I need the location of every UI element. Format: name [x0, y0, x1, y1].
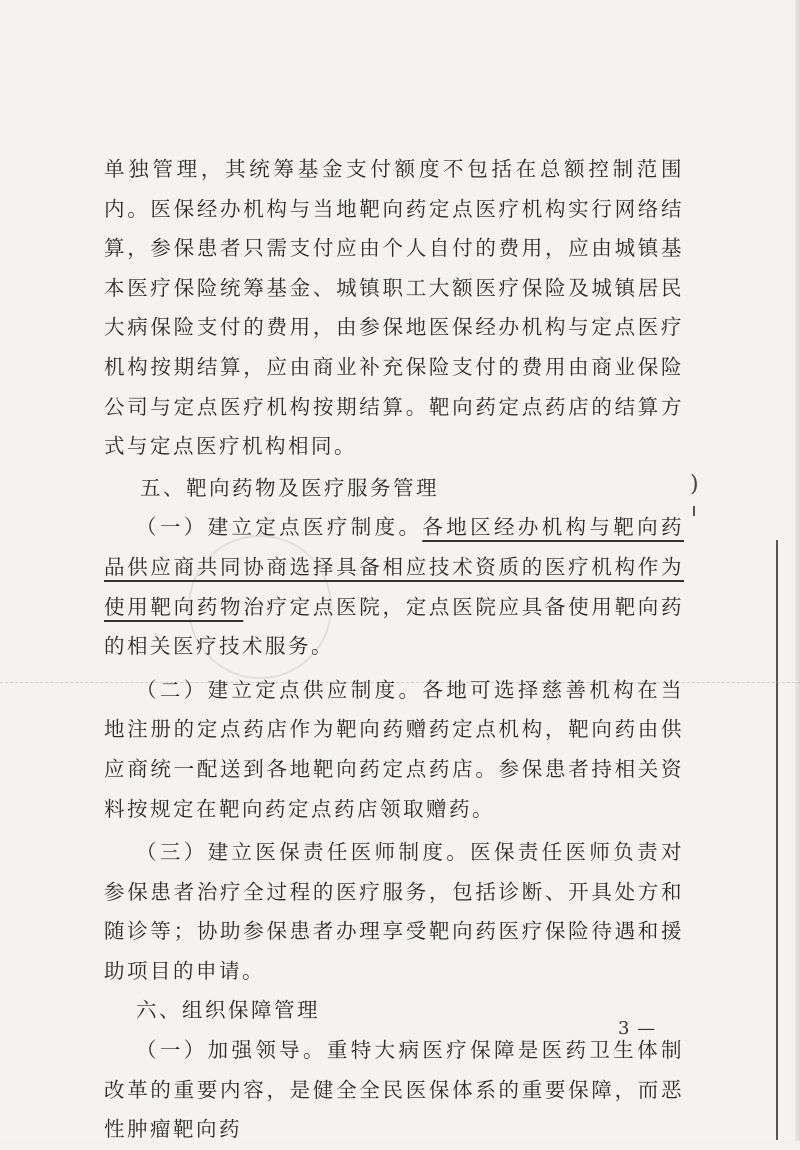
clause-suffix: 治疗定点医院，定点医院应具备使用靶向药的相关医疗技术服务。: [104, 594, 684, 659]
margin-mark: ): [690, 472, 699, 497]
underlined-clause: 各地区经办机构与靶向药品供应商共同协商选择具备相应技术资质的医疗机构作为使用靶向药物: [104, 515, 685, 619]
margin-tick: [693, 506, 695, 516]
section-heading-six: 六、组织保障管理: [136, 998, 320, 1023]
document-body: [104, 150, 684, 1150]
paragraph-designated-medical: [104, 508, 684, 666]
paragraph-designated-supply: （二）建立定点供应制度。各地可选择慈善机构在当地注册的定点药店作为靶向药赠药定点机构，靶向药由供应商统一配送到各地靶向药定点药店。参保患者持相关资料按规定在靶向药定点药店领取赠药。: [104, 677, 684, 821]
page-number: 3 —: [618, 1018, 657, 1039]
scan-edge-shadow: [795, 0, 800, 1141]
clause-prefix: （一）建立定点医疗制度。: [136, 515, 423, 540]
paragraph-leadership: （一）加强领导。重特大病医疗保障是医药卫生体制改革的重要内容，是健全全民医保体系的重要保障，而恶性肿瘤靶向药: [104, 1038, 684, 1142]
scan-edge-line: [776, 540, 778, 1140]
section-heading-five: 五、靶向药物及医疗服务管理: [140, 475, 439, 500]
paragraph-responsible-physician: （三）建立医保责任医师制度。医保责任医师负责对参保患者治疗全过程的医疗服务，包括诊断、开具处方和随诊等；协助参保患者办理享受靶向药医疗保险待遇和援助项目的申请。: [104, 840, 684, 983]
paragraph-settlement: 单独管理，其统筹基金支付额度不包括在总额控制范围内。医保经办机构与当地靶向药定点医疗机构实行网络结算，参保患者只需支付应由个人自付的费用，应由城镇基本医疗保险统筹基金、城镇职工大额医疗保险及城镇居民大病保险支付的费用，由参保地医保经办机构与定点医疗机构按期结算，应由商业补充保险支付的费用由商业保险公司与定点医疗机构按期结算。靶向药定点药店的结算方式与定点医疗机构相同。: [104, 157, 684, 459]
